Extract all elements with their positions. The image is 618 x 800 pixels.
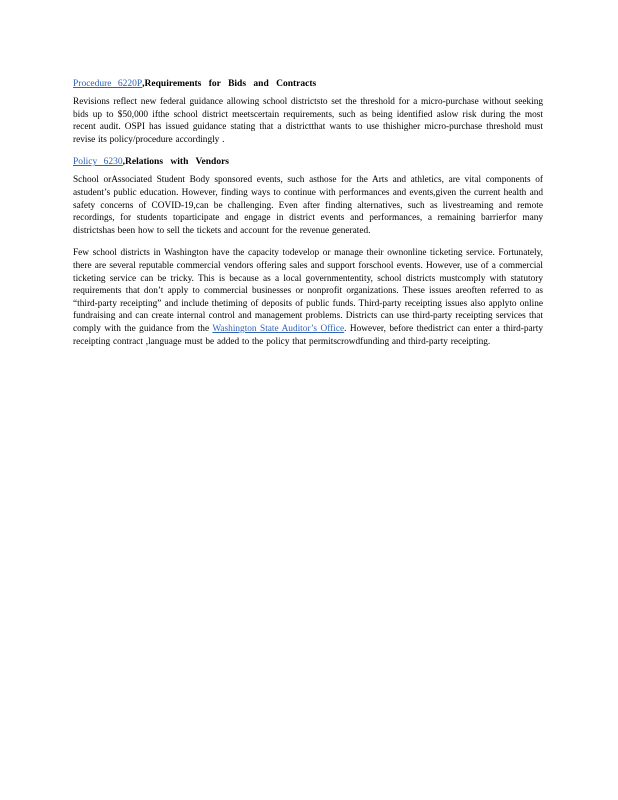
policy-6230-link[interactable]: Policy 6230 xyxy=(73,157,123,168)
procedure-6220p-link[interactable]: Procedure 6220P xyxy=(73,79,143,89)
paragraph-text: Few school districts in Washington have the capacity todevelop or manage their ownonline ticketing service. Fortunately, there are several reputable commercial vendors offering sales and support forschool events. However, use of a commercial ticketing service can be tricky. This is because as a local governmententity, school districts mustcomply with statutory requirements that don’t apply to commercial businesses or nonprofit organizations. These issues areoften referred to as “third-party receipting” and include thetiming of deposits of public funds. Third-party receipting issues also applyto online fundraising and can create internal control and management problems. Districts can use third-party receipting services that comply with the guidance from the xyxy=(73,248,543,334)
section-procedure-6220p xyxy=(73,78,543,146)
heading-title: ,Relations with Vendors xyxy=(122,157,229,168)
paragraph: Revisions reflect new federal guidance allowing school districtsto set the threshold for a micro-purchase without seeking bids up to $50,000 ifthe school district meetscertain requirements, such as being identified aslow risk during the most recent audit. OSPI has issued guidance stating that a districtthat wants to use thishigher micro-purchase threshold must revise its policy/procedure accordingly . xyxy=(73,97,543,145)
section-heading xyxy=(73,78,543,91)
paragraph-text: . However, before thedistrict can enter a third-party receipting contract ,language must be added to the policy that permitscrowdfunding and third-party receipting. xyxy=(73,323,543,347)
heading-title: ,Requirements for Bids and Contracts xyxy=(142,79,317,89)
paragraph xyxy=(73,247,543,348)
paragraph: School orAssociated Student Body sponsored events, such asthose for the Arts and athletics, are vital components of astudent’s public education. However, finding ways to continue with performances and events,given the current health and safety concerns of COVID-19,can be challenging. Even after finding alternatives, such as livestreaming and remote recordings, for students toparticipate and engage in district events and performances, a remaining barrierfor many districtshas been how to sell the tickets and account for the revenue generated. xyxy=(73,175,543,236)
section-policy-6230 xyxy=(73,156,543,348)
section-heading xyxy=(73,156,543,169)
document-page xyxy=(73,78,543,358)
state-auditor-office-link[interactable]: Washington State Auditor’s Office xyxy=(212,323,345,334)
